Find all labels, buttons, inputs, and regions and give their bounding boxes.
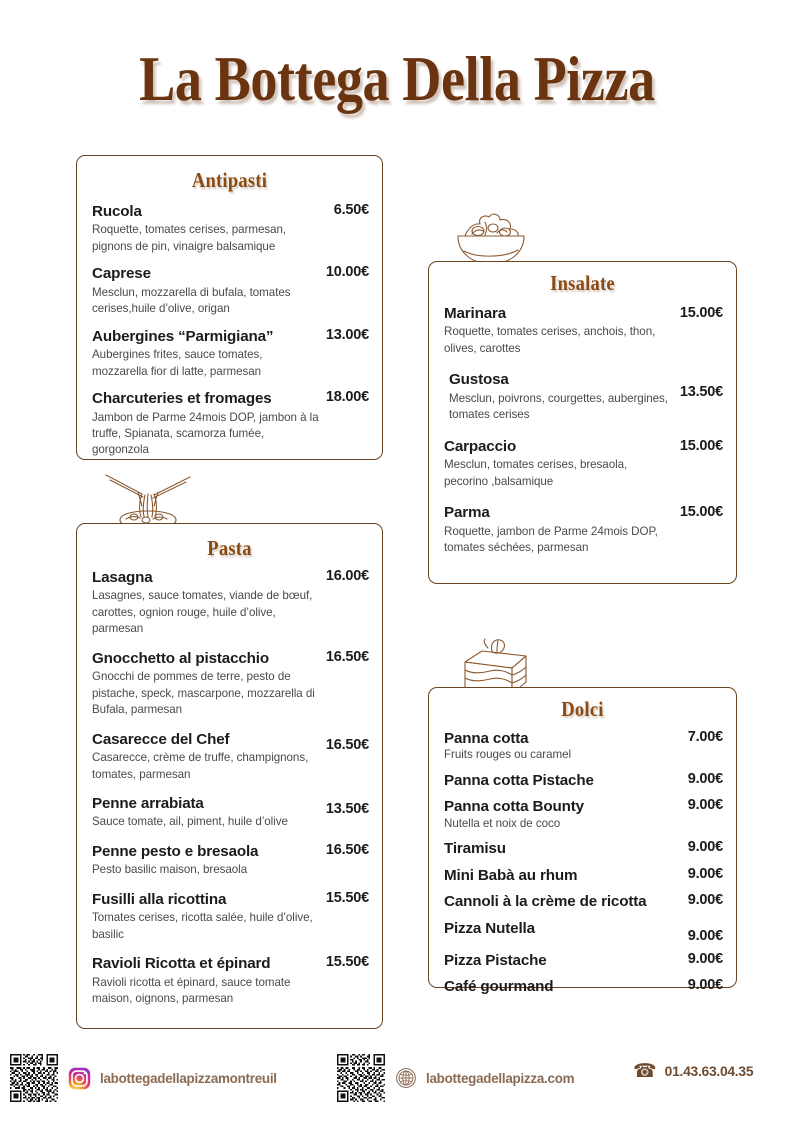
menu-item-main xyxy=(92,730,320,783)
menu-item-description: Ravioli ricotta et épinard, sauce tomate maison, oignons, parmesan xyxy=(92,975,291,1006)
menu-item-name: Ravioli Ricotta et épinard xyxy=(92,955,271,973)
section-dolci xyxy=(428,687,737,996)
menu-item[interactable] xyxy=(444,771,723,790)
menu-item-main xyxy=(92,649,320,719)
menu-item-main xyxy=(92,202,328,255)
menu-item-description: Lasagnes, sauce tomates, viande de bœuf, carottes, ognion rouge, huile d’olive, parmesan xyxy=(92,589,313,636)
menu-item-main xyxy=(444,919,682,938)
section-pasta xyxy=(76,523,383,1029)
menu-item-description: Roquette, tomates cerises, anchois, thon, olives, carottes xyxy=(444,325,656,355)
phone-number: 01.43.63.04.35 xyxy=(664,1064,754,1079)
menu-item-price: 9.00€ xyxy=(687,927,723,944)
menu-item-name: Charcuteries et fromages xyxy=(92,390,272,408)
menu-item-price: 9.00€ xyxy=(687,865,723,882)
footer-instagram[interactable] xyxy=(10,1054,277,1102)
menu-item[interactable] xyxy=(92,264,369,317)
dolci-item-list xyxy=(429,722,736,997)
menu-item-description: Mesclun, mozzarella di bufala, tomates cerises,huile d’olive, origan xyxy=(92,285,291,316)
menu-item-name: Panna cotta Pistache xyxy=(444,771,594,789)
menu-item-description: Aubergines frites, sauce tomates, mozzarella fior di latte, parmesan xyxy=(92,348,263,378)
menu-item[interactable] xyxy=(92,842,369,879)
menu-item-main xyxy=(444,797,682,832)
instagram-handle: labottegadellapizzamontreuil xyxy=(100,1070,277,1086)
menu-item-price: 16.50€ xyxy=(325,841,369,858)
menu-item-price: 9.00€ xyxy=(687,950,723,967)
menu-item-main xyxy=(92,568,320,638)
menu-item-price: 15.50€ xyxy=(325,889,369,906)
menu-item[interactable] xyxy=(444,370,723,423)
menu-item-description: Sauce tomate, ail, piment, huile d’olive xyxy=(92,815,288,829)
menu-item-description: Jambon de Parme 24mois DOP, jambon à la truffe, Spianata, scamorza fumée, gorgonzola xyxy=(92,410,319,457)
section-heading-pasta: Pasta xyxy=(207,536,252,560)
menu-item-main xyxy=(444,503,674,556)
website-qr-code[interactable] xyxy=(337,1054,385,1102)
section-heading-dolci: Dolci xyxy=(561,697,604,721)
website-url: labottegadellapizza.com xyxy=(426,1070,575,1086)
menu-item[interactable] xyxy=(444,437,723,490)
menu-item-main xyxy=(444,729,682,764)
menu-item-description: Pesto basilic maison, bresaola xyxy=(92,863,248,877)
menu-item-main xyxy=(92,954,320,1007)
menu-item-name: Gustosa xyxy=(449,371,509,389)
menu-item[interactable] xyxy=(92,730,369,783)
page-title: La Bottega Della Pizza xyxy=(139,44,655,114)
globe-icon[interactable] xyxy=(395,1067,417,1089)
menu-item-main xyxy=(444,866,682,885)
menu-item-main xyxy=(92,327,320,380)
footer-phone[interactable] xyxy=(633,1062,753,1081)
instagram-qr-code[interactable] xyxy=(10,1054,58,1102)
antipasti-item-list xyxy=(77,193,382,459)
menu-item-name: Casarecce del Chef xyxy=(92,730,230,748)
pasta-fork-icon xyxy=(98,472,198,530)
menu-item-price: 9.00€ xyxy=(687,797,723,814)
telephone-icon: ☎ xyxy=(633,1061,657,1082)
menu-item-description: Gnocchi de pommes de terre, pesto de pistache, speck, mascarpone, mozzarella di Bufala, parmesan xyxy=(92,670,315,717)
menu-item-description: Roquette, tomates cerises, parmesan, pignons de pin, vinaigre balsamique xyxy=(92,223,287,253)
menu-item[interactable] xyxy=(444,977,723,996)
menu-item-name: Marinara xyxy=(444,305,507,322)
instagram-icon[interactable] xyxy=(68,1067,91,1090)
menu-item-main xyxy=(92,794,320,831)
salad-bowl-icon xyxy=(452,206,530,268)
menu-item[interactable] xyxy=(92,389,369,459)
menu-item-name: Cannoli à la crème de ricotta xyxy=(444,893,647,911)
menu-item-name: Penne arrabiata xyxy=(92,794,204,812)
menu-item-price: 16.50€ xyxy=(325,648,369,665)
menu-item-price: 10.00€ xyxy=(325,264,369,281)
menu-item-name: Parma xyxy=(444,504,490,522)
menu-item-description: Roquette, jambon de Parme 24mois DOP, tomates séchées, parmesan xyxy=(444,524,658,554)
menu-item-main xyxy=(92,389,320,459)
menu-item-main xyxy=(444,437,674,490)
insalate-item-list xyxy=(429,296,736,556)
menu-item-main xyxy=(444,892,682,911)
menu-item[interactable] xyxy=(92,568,369,638)
menu-item-description: Casarecce, crème de truffe, champignons, tomates, parmesan xyxy=(92,751,309,781)
menu-item[interactable] xyxy=(444,919,723,944)
menu-item-price: 15.00€ xyxy=(679,437,723,454)
footer xyxy=(0,1052,794,1112)
menu-item-price: 7.00€ xyxy=(687,729,723,745)
menu-item-name: Lasagna xyxy=(92,569,153,586)
menu-item[interactable] xyxy=(444,951,723,970)
pasta-item-list xyxy=(77,561,382,1008)
menu-item-description: Mesclun, tomates cerises, bresaola, pecorino ,balsamique xyxy=(444,458,628,488)
menu-item-name: Mini Babà au rhum xyxy=(444,866,578,884)
menu-item[interactable] xyxy=(444,892,723,911)
menu-item-price: 13.00€ xyxy=(325,326,369,343)
menu-item-price: 6.50€ xyxy=(333,202,369,218)
menu-item-description: Tomates cerises, ricotta salée, huile d’olive, basilic xyxy=(92,911,313,941)
menu-item-name: Tiramisu xyxy=(444,840,506,858)
menu-item-name: Panna cotta Bounty xyxy=(444,798,584,816)
menu-item-name: Café gourmand xyxy=(444,978,554,996)
menu-item[interactable] xyxy=(92,327,369,380)
menu-item-name: Rucola xyxy=(92,203,142,220)
menu-item-description: Mesclun, poivrons, courgettes, aubergines, tomates cerises xyxy=(449,391,668,422)
section-heading-antipasti: Antipasti xyxy=(191,168,268,192)
menu-item-price: 13.50€ xyxy=(679,384,723,401)
menu-item-main xyxy=(92,842,320,879)
section-antipasti xyxy=(76,155,383,460)
menu-item-price: 16.00€ xyxy=(325,568,369,584)
menu-item[interactable] xyxy=(92,954,369,1007)
menu-item-main xyxy=(444,839,682,858)
menu-item[interactable] xyxy=(444,304,723,357)
menu-item[interactable] xyxy=(444,839,723,858)
menu-item-description: Fruits rouges ou caramel xyxy=(444,748,572,762)
menu-item-price: 18.00€ xyxy=(325,389,369,406)
menu-item-name: Pizza Nutella xyxy=(444,919,535,937)
menu-item[interactable] xyxy=(444,729,723,764)
menu-item-price: 15.50€ xyxy=(325,954,369,971)
menu-item-name: Panna cotta xyxy=(444,730,529,747)
menu-item-name: Pizza Pistache xyxy=(444,951,547,969)
menu-item-main xyxy=(444,951,682,970)
menu-item-main xyxy=(92,890,320,943)
menu-item-price: 9.00€ xyxy=(687,839,723,856)
menu-item-name: Aubergines “Parmigiana” xyxy=(92,327,274,345)
menu-item[interactable] xyxy=(444,503,723,556)
menu-item-name: Caprese xyxy=(92,265,151,283)
menu-item[interactable] xyxy=(444,866,723,885)
menu-item-price: 9.00€ xyxy=(687,892,723,909)
menu-item-price: 15.00€ xyxy=(679,504,723,521)
menu-item-price: 9.00€ xyxy=(687,770,723,787)
menu-item-main xyxy=(92,264,320,317)
menu-item-name: Gnocchetto al pistacchio xyxy=(92,649,269,667)
menu-item-main xyxy=(444,304,674,357)
menu-item[interactable] xyxy=(92,649,369,719)
footer-website[interactable] xyxy=(337,1054,574,1102)
menu-item-name: Carpaccio xyxy=(444,437,517,455)
menu-item-price: 16.50€ xyxy=(325,736,369,753)
menu-item-main xyxy=(444,977,682,996)
menu-item-name: Penne pesto e bresaola xyxy=(92,842,259,860)
section-heading-insalate: Insalate xyxy=(550,271,615,295)
menu-item-price: 9.00€ xyxy=(687,977,723,994)
menu-item-price: 13.50€ xyxy=(325,800,369,817)
menu-item[interactable] xyxy=(92,890,369,943)
section-insalate xyxy=(428,261,737,584)
menu-item[interactable] xyxy=(444,797,723,832)
menu-item[interactable] xyxy=(92,794,369,831)
menu-item-main xyxy=(444,771,682,790)
menu-item-description: Nutella et noix de coco xyxy=(444,816,561,830)
menu-item-price: 15.00€ xyxy=(679,305,723,321)
menu-item-main xyxy=(444,370,674,423)
menu-item[interactable] xyxy=(92,202,369,255)
menu-item-name: Fusilli alla ricottina xyxy=(92,890,227,908)
